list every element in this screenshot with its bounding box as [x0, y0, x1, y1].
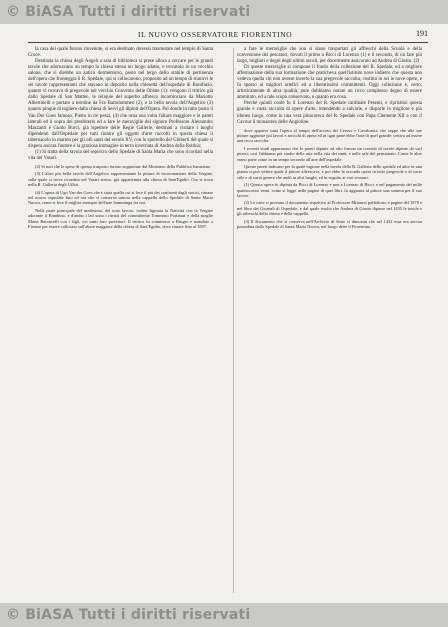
watermark-bottom [0, 603, 448, 627]
paragraph: Di queste meraviglie si compone il fondo della collezione del R. Spedale, ed a migliore affermazione della sua formazione che praticheva quell'istituto nove indietro che questa non vedeva quella chi non avesse incerto la sua pregevole raccolta, costituì in sei le nove opere, e fu spesso ai migliori artefici ed a liberatissimi committenti. Oggi collezione e, certo, artisticamente di altra qualità, pure dobbiamo notare un ricco complesso degno di essere ammirato, ed a tale scopo conservato, e quanto era cosa. [237, 65, 422, 101]
paragraph: a fare le meraviglie che son si siano trasportati gli affreschi della Scuola e della conversione dei pescatori, dovuti il primo a Bicci di Lorenzo (1) e il secondo, di un fare più largo, migliori e degni degli ultimi secoli, per docermente assicurato ad Andrea di Giusto. (2) [237, 47, 422, 65]
paragraph: (1) Si tratta della tavola del sepolcro dello Spedale di Santa Maria che sono ricordati nella vita del Vasari. [28, 149, 213, 161]
column-divider [233, 48, 234, 593]
right-column [237, 47, 422, 230]
running-header [28, 28, 428, 43]
paragraph: Perchè quindi come fu il Lorenzo del R. Spedale cardinale Pesenti, e ripristinò questa grande e vasta raccolta di opere d'arte, intendendo a salvarle, e disporle in migliore e più idoneo luogo, come in una vera pinacoteca del R. Spedale con Papa Clemente XII e con il Cavour il monastero delle Angioline. [237, 101, 422, 125]
running-title: IL NUOVO OSSERVATORE FIORENTINO [138, 30, 293, 39]
footnote: (4) L'opera di Ugo Van der Goes che è stata quella cui si fece il più dei confronti dagli storici, rimase nel nostro ospedale fino ad ora che si conserva tuttora nella cappella dello Spedale di Santa Maria Nuova, come si fece il miglior esempio dell'arte fiamminga fra noi. [28, 189, 213, 206]
watermark-text: © BiASA Tutti i diritti riservati [6, 4, 251, 20]
footnote: (3) L'altro più bella tavola dell'Angelico rappresentante la pittura di incoronazione della Vergine, sulla quale si trova ricordata nel Vasari stesso, già appartenuta alla chiesa di Sant'Egidio. Ora si trova nella R. Galleria degli Uffizi. [28, 171, 213, 188]
footnote: Queste pareti indicano per la quale ragione nella tavola della R. Galleria dello spedale ed altre in una pianta si può vedere quale il pittore affrescava, e poi ebbe la seconda opera in tutto pregevole e di vario stile e di vario genere che andò in altri luoghi, ed in seguito ai vari restauri. [237, 164, 422, 180]
watermark-top [0, 0, 448, 24]
footnote: (1) Questa opera fu dipinta da Bicci di Lorenzo e non a Lorenzo di Bicci, e nel pagamento del mille quattrocento venti, come si legge nelle pagine di quei libri, fu aggiunta al pittore una somma per il suo lavoro. [237, 182, 422, 199]
paragraph: Destinata la chiesa degli Angeli a sala di biblioteca si prese allora a cercare per le grandi tavole che adornavano un tempo la chiesa stessa un luogo adatto, e trovatolo in un vecchio salone, che si direbbe un antico dormentorio, posto nel tergo dello stabile di pertinenza dell'opera che fronteggia il R. Spedale, qui si collocarono, proposito ad un tempo di riunirvi le sei tavole rappresentanti che stavano in deposito nella chiesetta dell'ospedale di Bonifazio, quanto vi trovava di pregevole nel vecchio Convento delle Oblate (1): vengono il trittico già dallo Spedale di San Matteo, le reliquie del superbo affresco incominciato da Mariotto Albertinelli e portato a termine da Fra Bartolommeo (2), e la bella tavola dell'Angelico (3) quanto pinque di togliere dalla chiesa di Servi gli dipinti dell'Opera. Poi donde in tutto posto il Van Der Goes famoso, Pietro in tre pezzi, (4) che orna una volta l'altare maggiore e le pareti laterali ed il sopra del presbiterio ed a fare le meraviglie del signore Professore Alessandro Mazzanti e Guido Burci, già ispettore delle Regie Gallerie, destinati a visitare i luoghi dipendenti dall'Ospedale per tutti riunire gli oggetti d'arte raccolti in questa chiesa il tabernacolo in marmo per gli olii santi del secolo XV, con lo sportello del Ghiberti del quale si dispera ancora l'autore e la graziosa immagine in terra invetriata di Andrea della Robbia; [28, 59, 213, 149]
left-column [28, 47, 213, 231]
footnote: (2) Si noti che le spese di questo trasporto furono sopportate dal Ministero della Pubblica Istruzione. [35, 163, 212, 169]
footnote: dove apparve tutta l'opera al tempo dell'acceso dei Ceruso e Cavalcanti; che seppe che alle sue pitture aggiunse poi lavori e arricchì di opera ed in ogni parte ebbe l'arte di quel grande; veniva ad essere una ricca raccolta. [237, 127, 422, 144]
paragraph: la casa del quale furono rinvenute, si era destinato dovessi trasmutare nel tempio di Santa Croce. [28, 47, 213, 59]
watermark-text: © BiASA Tutti i diritti riservati [6, 607, 251, 623]
footnote: (2) Le carte si provano il documento rispettivo al Professore Milanesi pubblicato a pagine del 1870 e nel libro dei Giornali di Ospedale, e dal quale risulta che Andrea di Giusto dipinse nel 1435 le tavole e gli affreschi della chiesa e della cappella. [237, 200, 422, 217]
page-number: 191 [416, 29, 428, 38]
footnote: I recenti studi appurarono che le pareti dipinte ad olio furono un corredo di tavole dipinte da varî pittori; così l'abbiamo per studio delle aste nella vita dei santi, e nelle sale del pensionato. Come le altre erano parte come in un tempo secondo all'arte dell'ospedale. [237, 145, 422, 162]
footnote: Nella parte principale del medesimo, del noto lavoro, vedesi figurata la Natività con la Vergine adorante il Bambino, e d'ambo i lati sono i ritratti del committente Tommaso Portinari e della moglie Maria Baroncelli con i figli, coi santi loro protettori. Il trittico fu commesso a Bruges e mandato a Firenze per essere collocato sull'altare maggiore della chiesa di Sant'Egidio, dove rimase fino al 1897. [28, 207, 213, 229]
footnote: (3) Il documento che si conserva nell'Archivio di Stato ci dimostra che nel 1452 essa era ancora posseduta dallo Spedale di Santa Maria Nuova, nel luogo dette il Fiorentino. [237, 218, 422, 230]
